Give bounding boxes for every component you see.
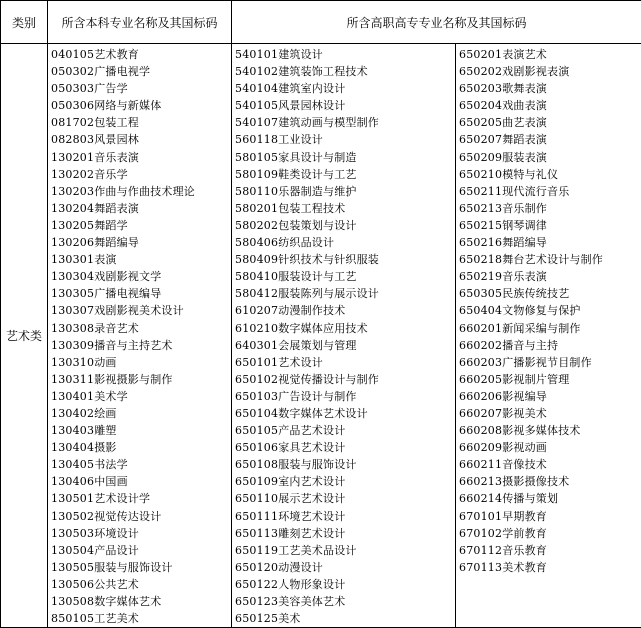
major-item: 650106家具艺术设计	[232, 439, 455, 456]
major-item: 650203歌舞表演	[456, 80, 641, 97]
major-item: 650211现代流行音乐	[456, 183, 641, 200]
major-item: 650120动漫设计	[232, 559, 455, 576]
major-item: 650216舞蹈编导	[456, 234, 641, 251]
major-item: 610210数字媒体应用技术	[232, 320, 455, 337]
major-item: 650108服装与服饰设计	[232, 456, 455, 473]
major-item: 081702包装工程	[48, 114, 231, 131]
major-item: 130406中国画	[48, 473, 231, 490]
major-item: 130405书法学	[48, 456, 231, 473]
vocational-majors-column-2	[456, 44, 641, 628]
major-item: 082803风景园林	[48, 131, 231, 148]
header-row	[1, 1, 641, 44]
major-item: 660203广播影视节目制作	[456, 354, 641, 371]
major-item: 660209影视动画	[456, 439, 641, 456]
major-item: 130504产品设计	[48, 542, 231, 559]
major-item: 650213音乐制作	[456, 200, 641, 217]
major-item: 130501艺术设计学	[48, 490, 231, 507]
major-item: 670102学前教育	[456, 525, 641, 542]
major-item: 040105艺术教育	[48, 46, 231, 63]
major-item: 650218舞台艺术设计与制作	[456, 251, 641, 268]
major-item: 650215钢琴调律	[456, 217, 641, 234]
major-item: 540101建筑设计	[232, 46, 455, 63]
vocational-majors-list-1	[232, 46, 455, 627]
major-item: 660214传播与策划	[456, 490, 641, 507]
major-item: 130202音乐学	[48, 166, 231, 183]
major-item: 130203作曲与作曲技术理论	[48, 183, 231, 200]
body-row	[1, 44, 641, 628]
major-item: 540107建筑动画与模型制作	[232, 114, 455, 131]
major-item: 650110展示艺术设计	[232, 490, 455, 507]
major-item: 650219音乐表演	[456, 268, 641, 285]
major-item: 670101早期教育	[456, 508, 641, 525]
major-item: 130402绘画	[48, 405, 231, 422]
major-item: 650123美容美体艺术	[232, 593, 455, 610]
major-item: 130205舞蹈学	[48, 217, 231, 234]
vocational-majors-list-2	[456, 46, 641, 576]
major-item: 540102建筑装饰工程技术	[232, 63, 455, 80]
major-item: 130505服装与服饰设计	[48, 559, 231, 576]
major-item: 650201表演艺术	[456, 46, 641, 63]
major-item: 580201包装工程技术	[232, 200, 455, 217]
major-item: 650202戏剧影视表演	[456, 63, 641, 80]
major-item: 650111环境艺术设计	[232, 508, 455, 525]
major-item: 580202包装策划与设计	[232, 217, 455, 234]
major-item: 540105风景园林设计	[232, 97, 455, 114]
major-item: 660208影视多媒体技术	[456, 422, 641, 439]
major-item: 650105产品艺术设计	[232, 422, 455, 439]
major-item: 580110乐器制造与维护	[232, 183, 455, 200]
major-item: 130508数字媒体艺术	[48, 593, 231, 610]
major-item: 130305广播电视编导	[48, 285, 231, 302]
major-item: 650101艺术设计	[232, 354, 455, 371]
major-item: 650305民族传统技艺	[456, 285, 641, 302]
major-item: 660207影视美术	[456, 405, 641, 422]
major-item: 130401美术学	[48, 388, 231, 405]
major-item: 130307戏剧影视美术设计	[48, 302, 231, 319]
major-item: 130301表演	[48, 251, 231, 268]
major-item: 050302广播电视学	[48, 63, 231, 80]
header-bachelor: 所含本科专业名称及其国标码	[48, 1, 232, 44]
major-item: 130308录音艺术	[48, 320, 231, 337]
major-item: 660213摄影摄像技术	[456, 473, 641, 490]
major-item: 610207动漫制作技术	[232, 302, 455, 319]
major-item: 130304戏剧影视文学	[48, 268, 231, 285]
major-item: 580409针织技术与针织服装	[232, 251, 455, 268]
major-item: 850105工艺美术	[48, 610, 231, 627]
major-item: 670113美术教育	[456, 559, 641, 576]
major-item: 130311影视摄影与制作	[48, 371, 231, 388]
major-item: 650102视觉传播设计与制作	[232, 371, 455, 388]
major-item: 640301会展策划与管理	[232, 337, 455, 354]
major-item: 130502视觉传达设计	[48, 508, 231, 525]
major-item: 650404文物修复与保护	[456, 302, 641, 319]
major-item: 650103广告设计与制作	[232, 388, 455, 405]
major-item: 130506公共艺术	[48, 576, 231, 593]
major-item: 650207舞蹈表演	[456, 131, 641, 148]
major-item: 130403雕塑	[48, 422, 231, 439]
major-item: 660202播音与主持	[456, 337, 641, 354]
major-item: 650109室内艺术设计	[232, 473, 455, 490]
major-item: 540104建筑室内设计	[232, 80, 455, 97]
major-item: 580109鞋类设计与工艺	[232, 166, 455, 183]
category-cell: 艺术类	[1, 44, 48, 628]
major-item: 560118工业设计	[232, 131, 455, 148]
major-item: 650125美术	[232, 610, 455, 627]
major-item: 660201新闻采编与制作	[456, 320, 641, 337]
major-item: 130309播音与主持艺术	[48, 337, 231, 354]
major-item: 580410服装设计与工艺	[232, 268, 455, 285]
major-item: 660205影视制片管理	[456, 371, 641, 388]
bachelor-majors-column	[48, 44, 232, 628]
major-item: 650104数字媒体艺术设计	[232, 405, 455, 422]
major-item: 130204舞蹈表演	[48, 200, 231, 217]
major-item: 580412服装陈列与展示设计	[232, 285, 455, 302]
major-item: 130201音乐表演	[48, 149, 231, 166]
major-item: 650210模特与礼仪	[456, 166, 641, 183]
major-item: 650204戏曲表演	[456, 97, 641, 114]
major-item: 650209服装表演	[456, 149, 641, 166]
vocational-majors-column-1	[232, 44, 456, 628]
major-item: 670112音乐教育	[456, 542, 641, 559]
bachelor-majors-list	[48, 46, 231, 627]
major-item: 130503环境设计	[48, 525, 231, 542]
major-item: 580406纺织品设计	[232, 234, 455, 251]
major-item: 650122人物形象设计	[232, 576, 455, 593]
major-item: 130404摄影	[48, 439, 231, 456]
major-item: 650205曲艺表演	[456, 114, 641, 131]
major-item: 130310动画	[48, 354, 231, 371]
major-item: 660211音像技术	[456, 456, 641, 473]
major-item: 050303广告学	[48, 80, 231, 97]
major-item: 650119工艺美术品设计	[232, 542, 455, 559]
major-item: 130206舞蹈编导	[48, 234, 231, 251]
header-vocational: 所含高职高专专业名称及其国标码	[232, 1, 641, 44]
major-item: 580105家具设计与制造	[232, 149, 455, 166]
major-item: 650113雕刻艺术设计	[232, 525, 455, 542]
major-item: 050306网络与新媒体	[48, 97, 231, 114]
major-item: 660206影视编导	[456, 388, 641, 405]
header-category: 类别	[1, 1, 48, 44]
